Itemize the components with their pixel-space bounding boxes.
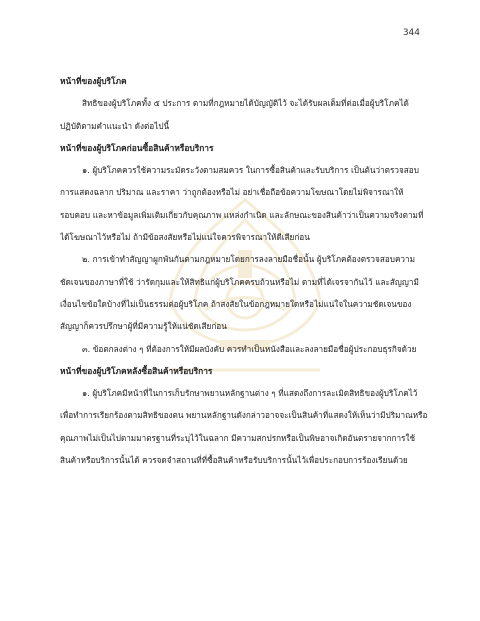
text-line: ๑. ผู้บริโภคควรใช้ความระมัดระวังตามสมควร ในการซื้อสินค้าและรับบริการ เป็นต้นว่าตรวจสอบ (82, 165, 419, 176)
text-line: เงื่อนไขข้อใดบ้างที่ไม่เป็นธรรมต่อผู้บริโภค ถ้าสงสัยในข้อกฎหมายใดหรือไม่แน่ใจในความชัดเจนของ (60, 298, 412, 309)
text-line: สิทธิของผู้บริโภคทั้ง ๕ ประการ ตามที่กฎหมายได้บัญญัติไว้ จะได้รับผลเต็มที่ต่อเมื่อผู้บริโภคได้ (82, 98, 409, 109)
document-body (60, 70, 432, 471)
text-line: สินค้าหรือบริการนั้นได้ ควรจดจำสถานที่ที่ซื้อสินค้าหรือรับบริการนั้นไว้เพื่อประกอบการร้องเรียนด้วย (60, 455, 408, 466)
text-line: ชัดเจนของภาษาที่ใช้ ว่ารัดกุมและให้สิทธิแก่ผู้บริโภคครบถ้วนหรือไม่ ตามที่ได้เจรจากันไว้ และสัญญามี (60, 276, 419, 287)
text-line: เพื่อทำการเรียกร้องตามสิทธิของตน พยานหลักฐานดังกล่าวอาจจะเป็นสินค้าที่แสดงให้เห็นว่ามีปริมาณหรือ (60, 410, 428, 421)
heading-duties-before-purchase: หน้าที่ของผู้บริโภคก่อนซื้อสินค้าหรือบริการ (60, 142, 214, 153)
list-item-before-3 (60, 338, 432, 360)
text-line: ๓. ข้อตกลงต่าง ๆ ที่ต้องการให้มีผลบังคับ ควรทำเป็นหนังสือและลงลายมือชื่อผู้ประกอบธุรกิจด้วย (82, 343, 417, 354)
text-line: คุณภาพไม่เป็นไปตามมาตรฐานที่ระบุไว้ในฉลาก มีความสกปรกหรือเป็นพิษอาจเกิดอันตรายจากการใช้ (60, 432, 416, 443)
text-line: ๒. การเข้าทำสัญญาผูกพันกันตามกฎหมายโดยการลงลายมือชื่อนั้น ผู้บริโภคต้องตรวจสอบความ (82, 254, 416, 265)
text-line: ได้โฆษณาไว้หรือไม่ ถ้ามีข้อสงสัยหรือไม่แน่ใจควรพิจารณาให้ดีเสียก่อน (60, 232, 310, 243)
list-item-before-2 (60, 248, 432, 337)
page-number: 344 (402, 28, 420, 38)
text-line: ปฏิบัติตามคำแนะนำ ดังต่อไปนี้ (60, 120, 170, 131)
text-line: ๑. ผู้บริโภคมีหน้าที่ในการเก็บรักษาพยานหลักฐานต่าง ๆ ที่แสดงถึงการละเมิดสิทธิของผู้บริโภคไว้ (82, 388, 418, 399)
paragraph-intro (60, 92, 432, 137)
text-line: การแสดงฉลาก ปริมาณ และราคา ว่าถูกต้องหรือไม่ อย่าเชื่อถือข้อความโฆษณาโดยไม่พิจารณาให้ (60, 187, 404, 198)
text-line: รอบคอบ และหาข้อมูลเพิ่มเติมเกี่ยวกับคุณภาพ แหล่งกำเนิด และลักษณะของสินค้าว่าเป็นความจริงตามที่ (60, 209, 424, 220)
list-item-after-1 (60, 382, 432, 471)
list-item-before-1 (60, 159, 432, 248)
heading-consumer-duties: หน้าที่ของผู้บริโภค (60, 76, 127, 86)
heading-duties-after-purchase: หน้าที่ของผู้บริโภคหลังซื้อสินค้าหรือบริการ (60, 365, 213, 376)
text-line: สัญญาก็ควรปรึกษาผู้ที่มีความรู้ให้แน่ชัดเสียก่อน (60, 321, 227, 332)
